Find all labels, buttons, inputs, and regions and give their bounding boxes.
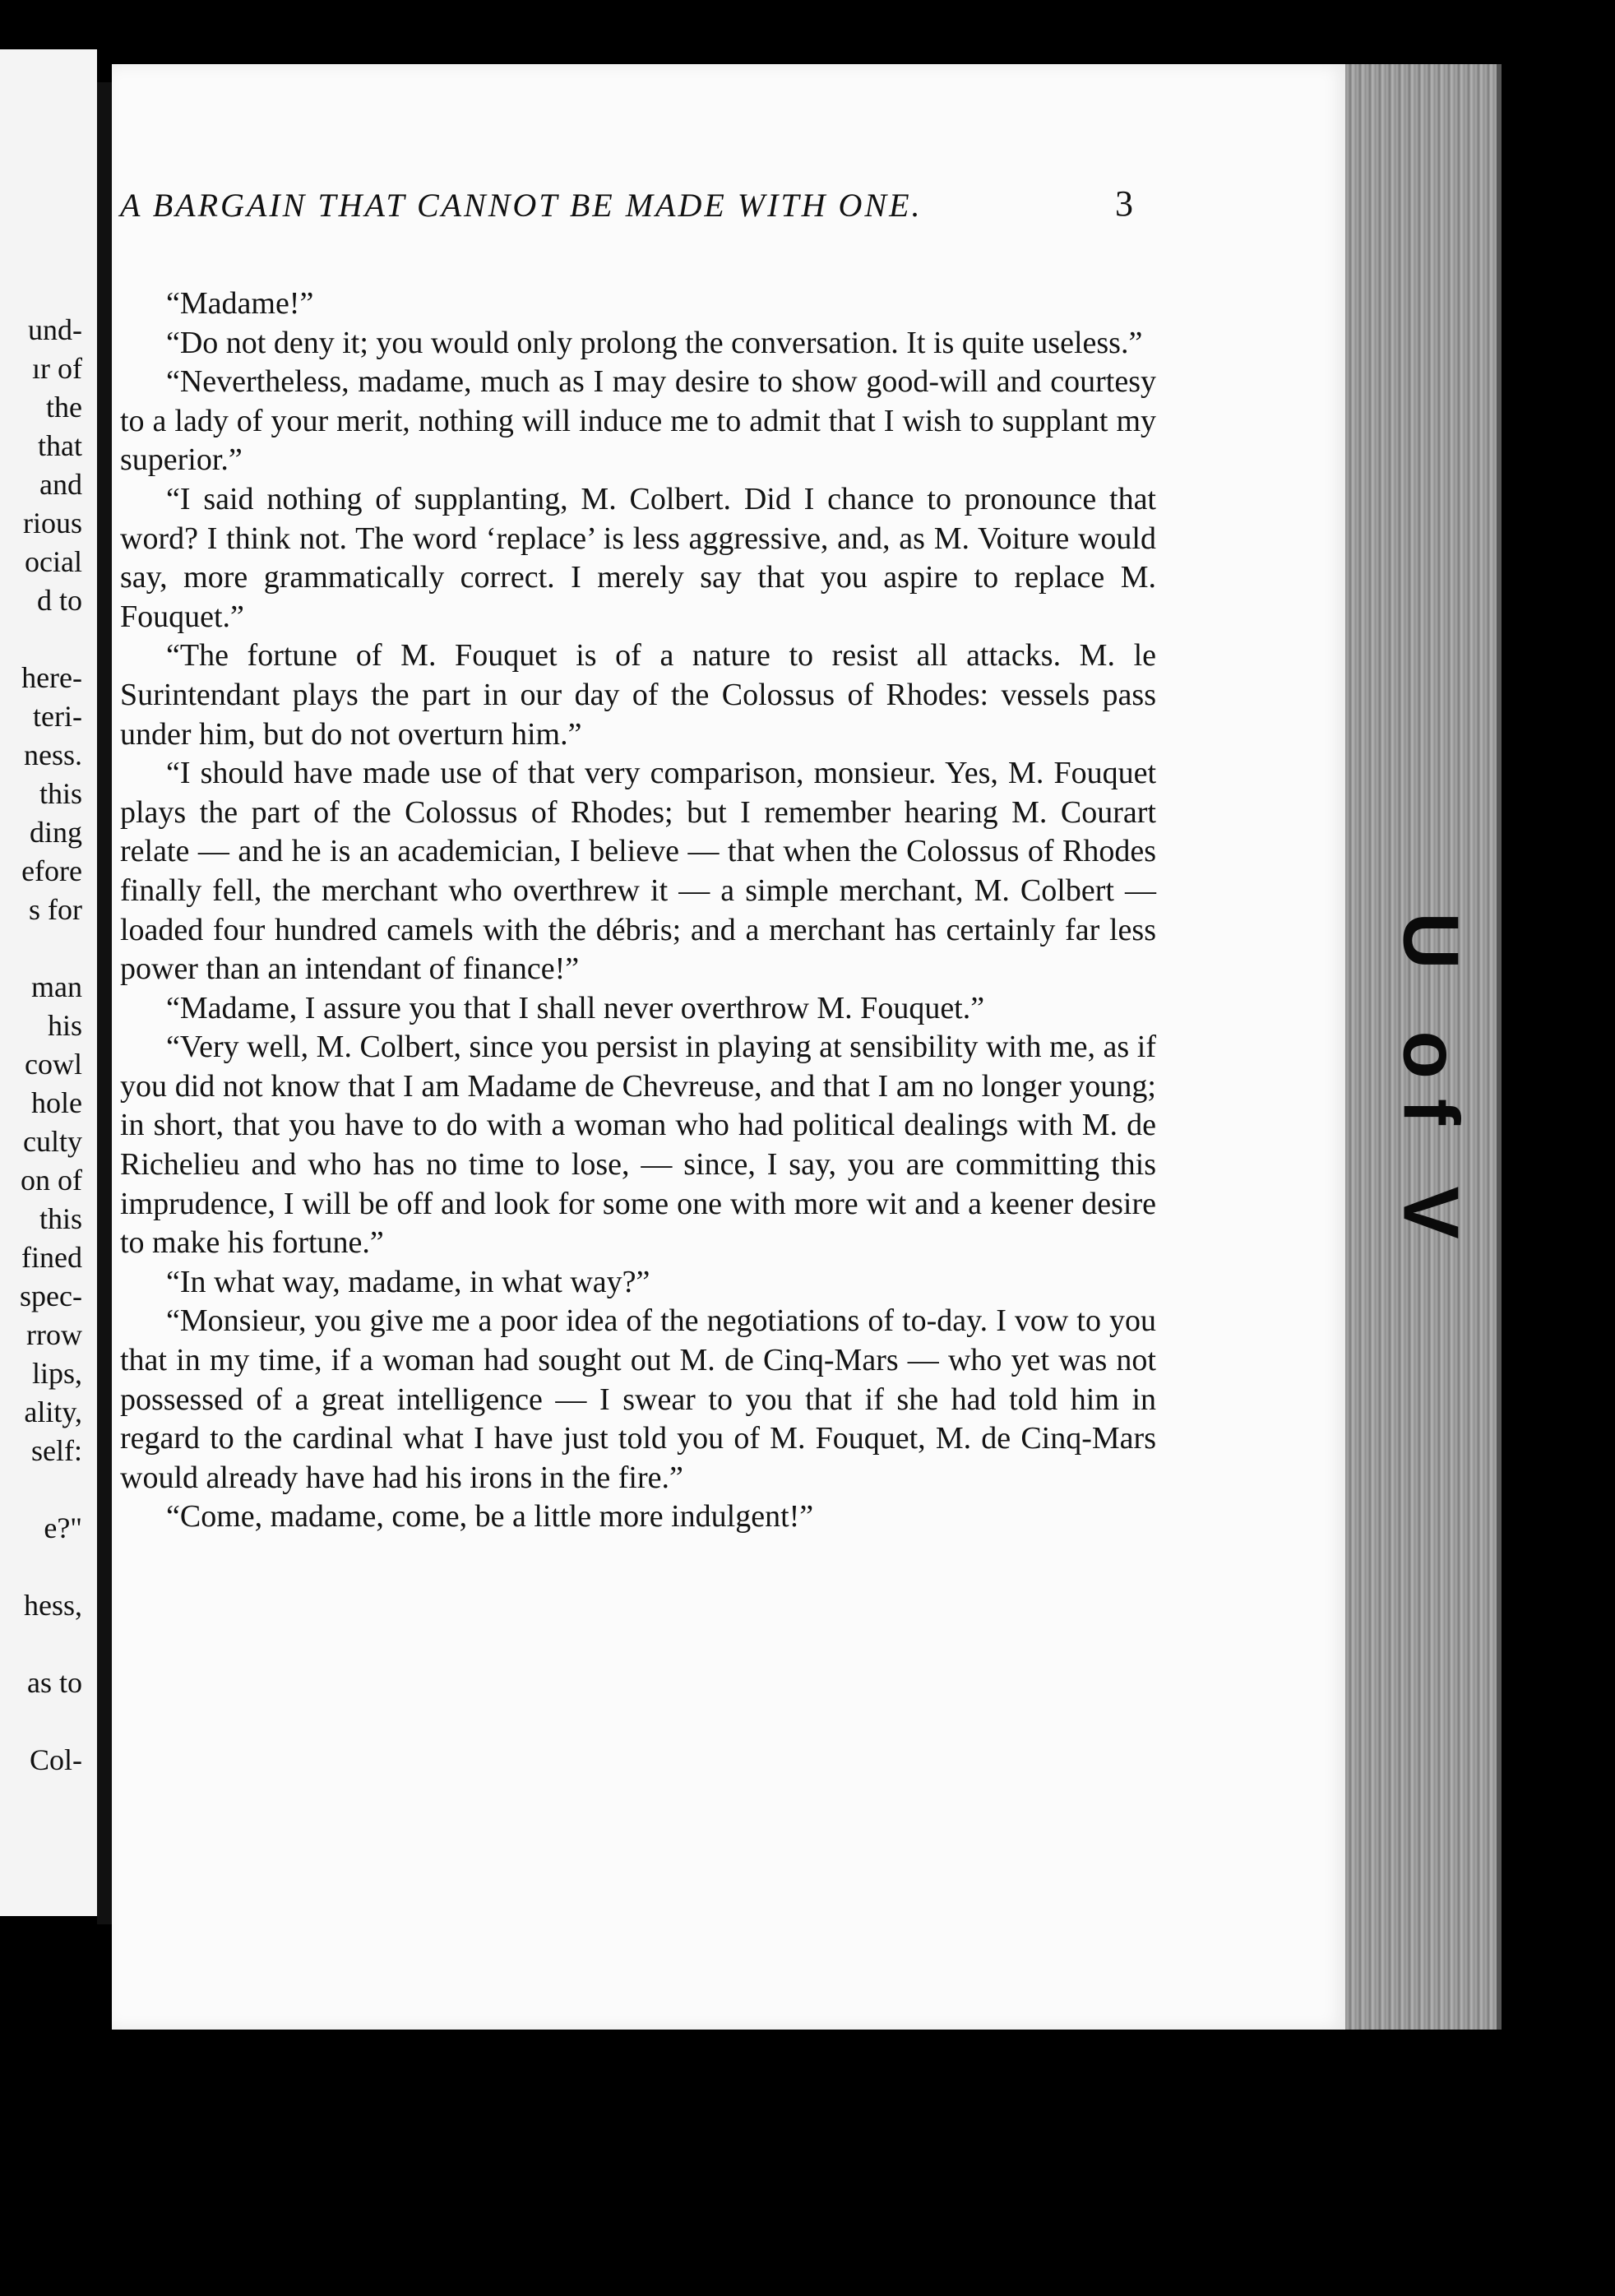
facing-page-text [0, 311, 82, 1780]
running-head: A BARGAIN THAT CANNOT BE MADE WITH ONE. [120, 187, 923, 224]
facing-page-gap [0, 1548, 82, 1586]
facing-page-line: ır of [32, 352, 82, 385]
facing-page-line: culty [23, 1125, 82, 1158]
paragraph: “The fortune of M. Fouquet is of a nature to resist all attacks. M. le Surintendant plays the part in our day of the Colossus of Rhodes: vessels pass under him, but do not overturn him.” [120, 638, 1156, 752]
facing-page-line: rious [23, 507, 82, 539]
paragraph: “Madame, I assure you that I shall never overthrow M. Fouquet.” [166, 990, 985, 1025]
paragraph: “I said nothing of supplanting, M. Colbert. Did I chance to pronounce that word? I think not. The word ‘replace’ is less aggressive, and, as M. Voiture would say, more grammatically correct. I merely say that you aspire to replace M. Fouquet.” [120, 481, 1156, 634]
facing-page-line: as to [27, 1666, 82, 1699]
page-body [120, 285, 1156, 1537]
paragraph: “Very well, M. Colbert, since you persist in playing at sensibility with me, as if you did not know that I am Madame de Chevreuse, and that I am no longer young; in short, that you have to do with a woman who had political dealings with M. de Richelieu and who has no time to lose, — since, I say, you are committing this imprudence, I will be off and look for some one with more wit and a keener desire to make his fortune.” [120, 1030, 1156, 1261]
page-number: 3 [1115, 183, 1133, 224]
facing-page-line: d to [36, 584, 82, 617]
facing-page-line: and [39, 468, 82, 501]
facing-page-line: self: [31, 1434, 82, 1467]
facing-page-line: e?" [44, 1511, 82, 1544]
facing-page-line: lips, [31, 1357, 82, 1390]
facing-page-line: this [39, 777, 82, 810]
facing-page-gap [0, 620, 82, 659]
facing-page-line: fined [21, 1241, 82, 1274]
paragraph: “Madame!” [166, 286, 314, 321]
paragraph: “Monsieur, you give me a poor idea of the negotiations of to-day. I vow to you that in my time, if a woman had sought out M. de Cinq-Mars — who yet was not possessed of a great intelligence — I swear to you that if she had told him in regard to the cardinal what I have just told you of M. Fouquet, M. de Cinq-Mars would already have had his irons in the fire.” [120, 1303, 1156, 1495]
facing-page-line: the [46, 391, 82, 424]
facing-page-gap [0, 1625, 82, 1664]
facing-page-line: s for [29, 893, 82, 926]
facing-page-line: ding [29, 816, 82, 849]
facing-page-line: ness. [24, 738, 82, 771]
facing-page-line: ality, [24, 1396, 82, 1428]
facing-page-line: rrow [26, 1318, 82, 1351]
facing-page-gap [0, 1702, 82, 1741]
facing-page-line: this [39, 1202, 82, 1235]
facing-page-line: hess, [24, 1589, 82, 1622]
facing-page-line: that [38, 429, 82, 462]
facing-page-gap [0, 1470, 82, 1509]
facing-page-line: hole [31, 1086, 82, 1119]
paragraph: “Come, madame, come, be a little more indulgent!” [166, 1499, 814, 1535]
facing-page-gap [0, 929, 82, 968]
paragraph: “I should have made use of that very comparison, monsieur. Yes, M. Fouquet plays the part of the Colossus of Rhodes; but I remember hearing M. Courart relate — and he is an academician, I believe — that when the Colossus of Rhodes finally fell, the merchant who overthrew it — a simple merchant, M. Colbert — loaded four hundred camels with the débris; and a merchant has certainly far less power than an intendant of finance!” [120, 756, 1156, 987]
paragraph: “Nevertheless, madame, much as I may desire to show good-will and courtesy to a lady of your merit, nothing will induce me to admit that I wish to supplant my superior.” [120, 364, 1156, 478]
facing-page-line: his [47, 1009, 82, 1042]
facing-page-fragment [0, 49, 97, 1916]
facing-page-line: teri- [33, 700, 82, 733]
book-gutter [97, 82, 112, 1924]
facing-page-line: Col- [29, 1743, 82, 1776]
facing-page-line: ocial [25, 545, 82, 578]
library-edge-stamp [1387, 872, 1475, 1299]
edge-stamp-text: U of V [1387, 912, 1475, 1259]
facing-page-line: man [31, 970, 82, 1003]
paragraph: “Do not deny it; you would only prolong the conversation. It is quite useless.” [166, 325, 1143, 360]
facing-page-line: spec- [20, 1280, 82, 1312]
facing-page-line: here- [21, 661, 82, 694]
facing-page-line: on of [21, 1164, 82, 1197]
paragraph: “In what way, madame, in what way?” [166, 1264, 650, 1299]
facing-page-line: cowl [25, 1048, 82, 1081]
facing-page-line: efore [21, 854, 82, 887]
facing-page-line: und- [28, 313, 82, 346]
